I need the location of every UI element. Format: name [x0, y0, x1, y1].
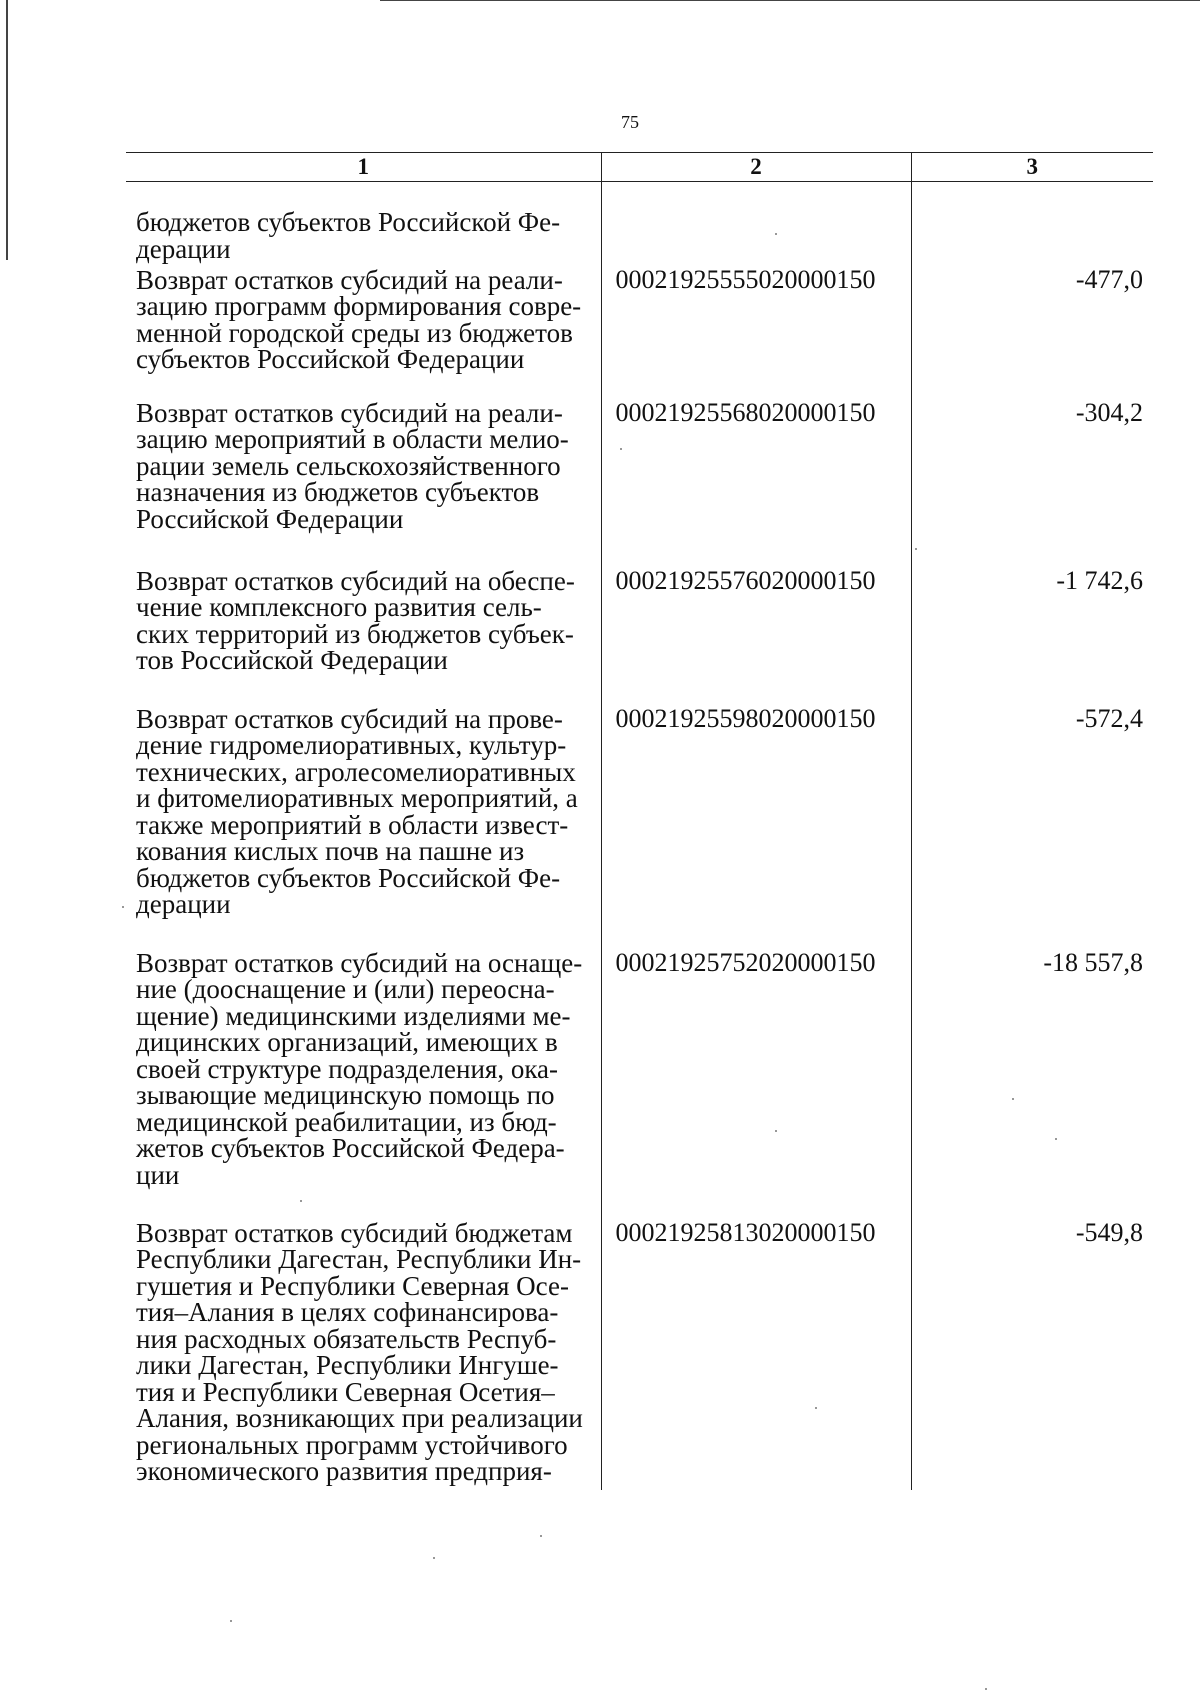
row-code: 00021925813020000150: [615, 1217, 876, 1247]
scan-speck: [775, 233, 777, 235]
row-amount: -304,2: [1075, 397, 1143, 427]
row-amount-cell: [911, 397, 1153, 568]
row-description-cell: [126, 565, 601, 706]
row-description: Возврат остатков субсидий на прове- дение гидромелиоративных, культур- технических, агролесомелиоративных и фитомелиоративных мероприятий, а также мероприятий в области извест- кования кислых почв на пашне из бюджетов субъектов Российской Фе- дерации: [136, 703, 578, 919]
row-amount: -572,4: [1075, 703, 1143, 733]
row-amount: -18 557,8: [1043, 947, 1143, 977]
scan-speck: [1055, 1138, 1057, 1140]
row-amount: -1 742,6: [1056, 565, 1143, 595]
row-code-cell: [601, 397, 911, 568]
scan-speck: [915, 548, 917, 550]
row-amount-cell: [911, 182, 1153, 267]
row-code-cell: [601, 264, 911, 400]
row-amount-cell: [911, 565, 1153, 706]
row-amount-cell: [911, 1217, 1153, 1490]
row-amount-cell: [911, 947, 1153, 1220]
column-header-1: 1: [126, 153, 601, 182]
row-description: бюджетов субъектов Российской Фе- дерации: [136, 207, 561, 264]
scan-speck: [230, 1620, 232, 1622]
row-description-cell: [126, 264, 601, 400]
row-code: 00021925568020000150: [615, 397, 876, 427]
row-description: Возврат остатков субсидий бюджетам Республики Дагестан, Республики Ин- гушетия и Республики Северная Осе- тия–Алания в целях софинансирова- ния расходных обязательств Респуб- лики Дагестан, Республики Ингуше- тия и Республики Северная Осетия– Алания, возникающих при реализации региональных программ устойчивого экономического развития предприя-: [136, 1217, 583, 1486]
row-amount-cell: [911, 264, 1153, 400]
column-header-2: 2: [601, 153, 911, 182]
row-code-cell: [601, 565, 911, 706]
table-row: [126, 950, 1153, 1220]
page-number: 75: [621, 112, 639, 132]
table-row: [126, 267, 1153, 400]
table-row: [126, 182, 1153, 267]
row-description-cell: [126, 703, 601, 950]
row-description: Возврат остатков субсидий на реали- зацию программ формирования совре- менной городской среды из бюджетов субъектов Российской Федерации: [136, 264, 582, 374]
budget-table: [126, 152, 1153, 1490]
row-amount: -477,0: [1075, 264, 1143, 294]
row-description: Возврат остатков субсидий на реали- зацию мероприятий в области мелио- рации земель сельскохозяйственного назначения из бюджетов субъектов Российской Федерации: [136, 397, 569, 534]
scan-speck: [1012, 1098, 1014, 1100]
row-description-cell: [126, 182, 601, 267]
row-code: 00021925576020000150: [615, 565, 876, 595]
budget-table-container: [126, 152, 1153, 1490]
scan-edge-left: [6, 0, 8, 260]
scan-speck: [433, 1557, 435, 1559]
row-description-cell: [126, 397, 601, 568]
row-code-cell: [601, 703, 911, 950]
table-row: [126, 1220, 1153, 1490]
scan-speck: [620, 448, 622, 450]
row-code-cell: [601, 1217, 911, 1490]
scan-speck: [540, 1535, 542, 1537]
table-row: [126, 568, 1153, 706]
row-code: 00021925555020000150: [615, 264, 876, 294]
column-header-3: 3: [911, 153, 1153, 182]
table-row: [126, 400, 1153, 568]
scan-speck: [300, 1200, 302, 1202]
scan-speck: [775, 1130, 777, 1132]
row-code-cell: [601, 947, 911, 1220]
row-code: 00021925598020000150: [615, 703, 876, 733]
row-description-cell: [126, 947, 601, 1220]
row-description: Возврат остатков субсидий на обеспе- чение комплексного развития сель- ских территорий из бюджетов субъек- тов Российской Федерации: [136, 565, 575, 675]
scan-speck: [985, 1688, 987, 1690]
row-code: 00021925752020000150: [615, 947, 876, 977]
scan-edge-top: [380, 0, 1200, 1]
row-amount-cell: [911, 703, 1153, 950]
table-row: [126, 706, 1153, 950]
scan-speck: [122, 906, 124, 908]
row-description: Возврат остатков субсидий на оснаще- ние (дооснащение и (или) переосна- щение) медицинскими изделиями ме- дицинских организаций, имеющих в своей структуре подразделения, ока- зывающие медицинскую помощь по медицинской реабилитации, из бюд- жетов субъектов Российской Федера- ции: [136, 947, 583, 1190]
scan-speck: [815, 1407, 817, 1409]
table-header-row: [126, 153, 1153, 182]
row-code-cell: [601, 182, 911, 267]
row-description-cell: [126, 1217, 601, 1490]
row-amount: -549,8: [1075, 1217, 1143, 1247]
